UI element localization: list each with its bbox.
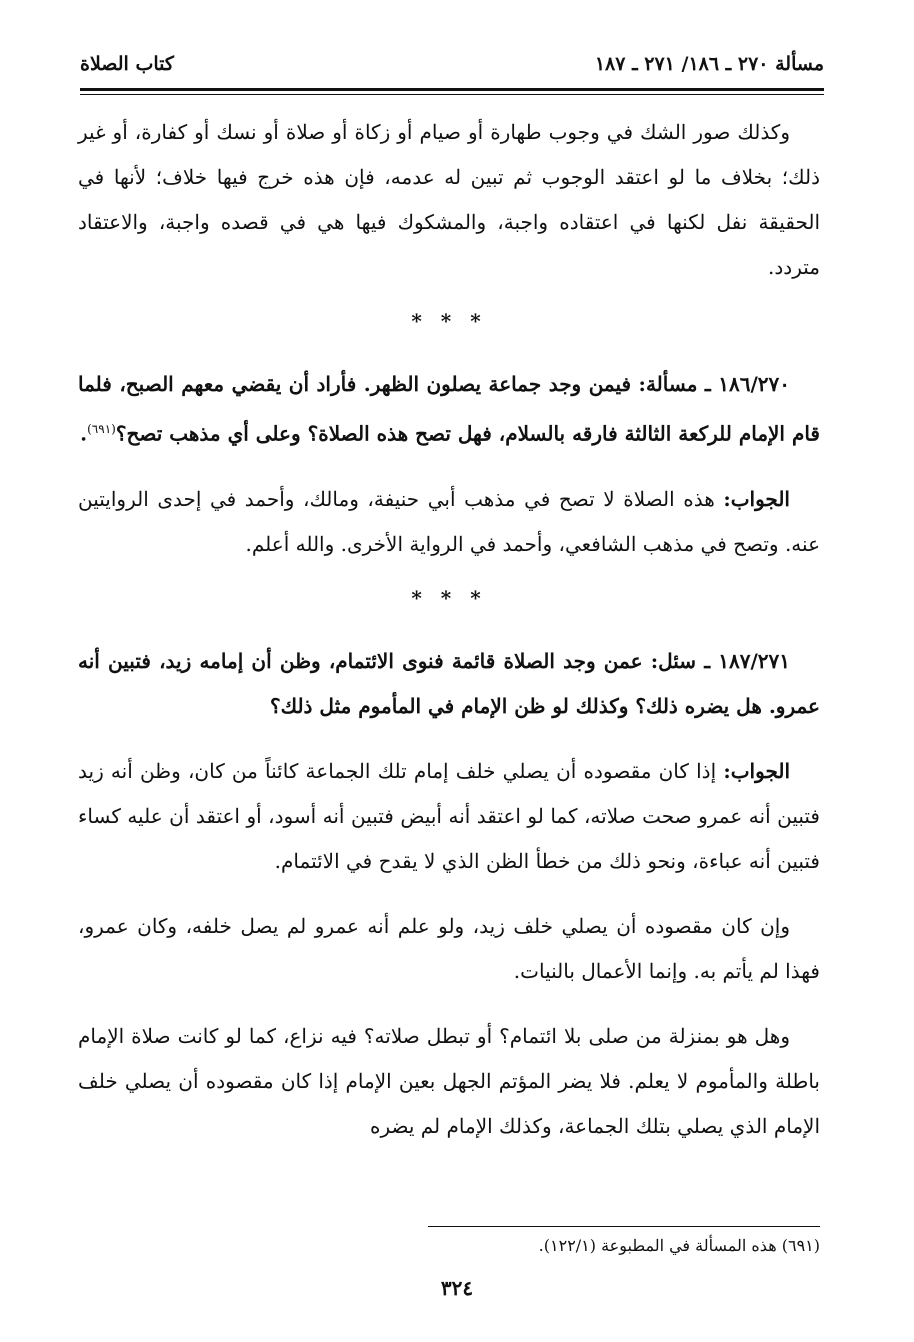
header-rule-thick (80, 88, 824, 91)
footnote-691: (٦٩١) هذه المسألة في المطبوعة (١٢٢/١). (538, 1236, 820, 1255)
question-187: ١٨٧/٢٧١ ـ سئل: عمن وجد الصلاة قائمة فنوى الائتمام، وظن أن إمامه زيد، فتبين أنه عمرو. هل يضره ذلك؟ وكذلك لو ظن الإمام في المأموم مثل ذلك؟ (78, 648, 820, 718)
main-text (78, 110, 820, 1169)
answer-187-text: إذا كان مقصوده أن يصلي خلف إمام تلك الجماعة كائناً من كان، وظن أنه زيد فتبين أنه عمرو صحت صلاته، كما لو اعتقد أنه أبيض فتبين أنه أسود، أو اعتقد أن عليه كساء فتبين أنه عباءة، ونحو ذلك من خطأ الظن الذي لا يقدح في الائتمام. (78, 758, 820, 873)
answer-186-text: هذه الصلاة لا تصح في مذهب أبي حنيفة، ومالك، وأحمد في إحدى الروايتين عنه. وتصح في مذهب الشافعي، وأحمد في الرواية الأخرى. والله أعلم. (78, 486, 820, 556)
section-separator: * * * (411, 309, 487, 333)
paragraph-dispute: وهل هو بمنزلة من صلى بلا ائتمام؟ أو تبطل صلاته؟ فيه نزاع، كما لو كانت صلاة الإمام باطلة والمأموم لا يعلم. فلا يضر المؤتم الجهل بعين الإمام إذا كان مقصوده أن يصلي خلف الإمام الذي يصلي بتلك الجماعة، وكذلك الإمام لم يضره (78, 1023, 820, 1138)
footnote-rule (428, 1226, 820, 1227)
header-issue-range: مسألة ٢٧٠ ـ ١٨٦/ ٢٧١ ـ ١٨٧ (594, 53, 824, 75)
footnote-ref-691: (٦٩١) (87, 422, 116, 436)
header-rule-thin (80, 94, 824, 95)
answer-label-2: الجواب: (723, 758, 791, 783)
paragraph-intent-zaid: وإن كان مقصوده أن يصلي خلف زيد، ولو علم أنه عمرو لم يصل خلفه، وكان عمرو، فهذا لم يأتم به. وإنما الأعمال بالنيات. (78, 913, 820, 983)
answer-186 (78, 477, 820, 567)
question-186: ١٨٦/٢٧٠ ـ مسألة: فيمن وجد جماعة يصلون الظهر. فأراد أن يقضي معهم الصبح، فلما قام الإمام للركعة الثالثة فارقه بالسلام، فهل تصح هذه الصلاة؟ وعلى أي مذهب تصح؟$^{(٦٩١)}$. (78, 372, 820, 446)
answer-label: الجواب: (723, 486, 790, 511)
running-header (80, 44, 824, 84)
section-separator-2: * * * (411, 585, 487, 610)
paragraph-doubt-cases: وكذلك صور الشك في وجوب طهارة أو صيام أو زكاة أو صلاة أو نسك أو كفارة، أو غير ذلك؛ بخلاف ما لو اعتقد الوجوب ثم تبين له عدمه، فإن هذه خرج فيها خلاف؛ لأنها في الحقيقة نفل لكنها في اعتقاده واجبة، والمشكوك فيها هي في قصده واجبة، والاعتقاد متردد. (78, 120, 820, 279)
header-book-title: كتاب الصلاة (80, 53, 174, 75)
answer-187 (78, 749, 820, 884)
question-186-text: ١٨٦/٢٧٠ ـ مسألة: فيمن وجد جماعة يصلون الظهر. فأراد أن يقضي معهم الصبح، فلما قام الإمام للركعة الثالثة فارقه بالسلام، فهل تصح هذه الصلاة؟ وعلى أي مذهب تصح؟ (78, 372, 820, 446)
page-number: ٣٢٤ (440, 1276, 474, 1300)
